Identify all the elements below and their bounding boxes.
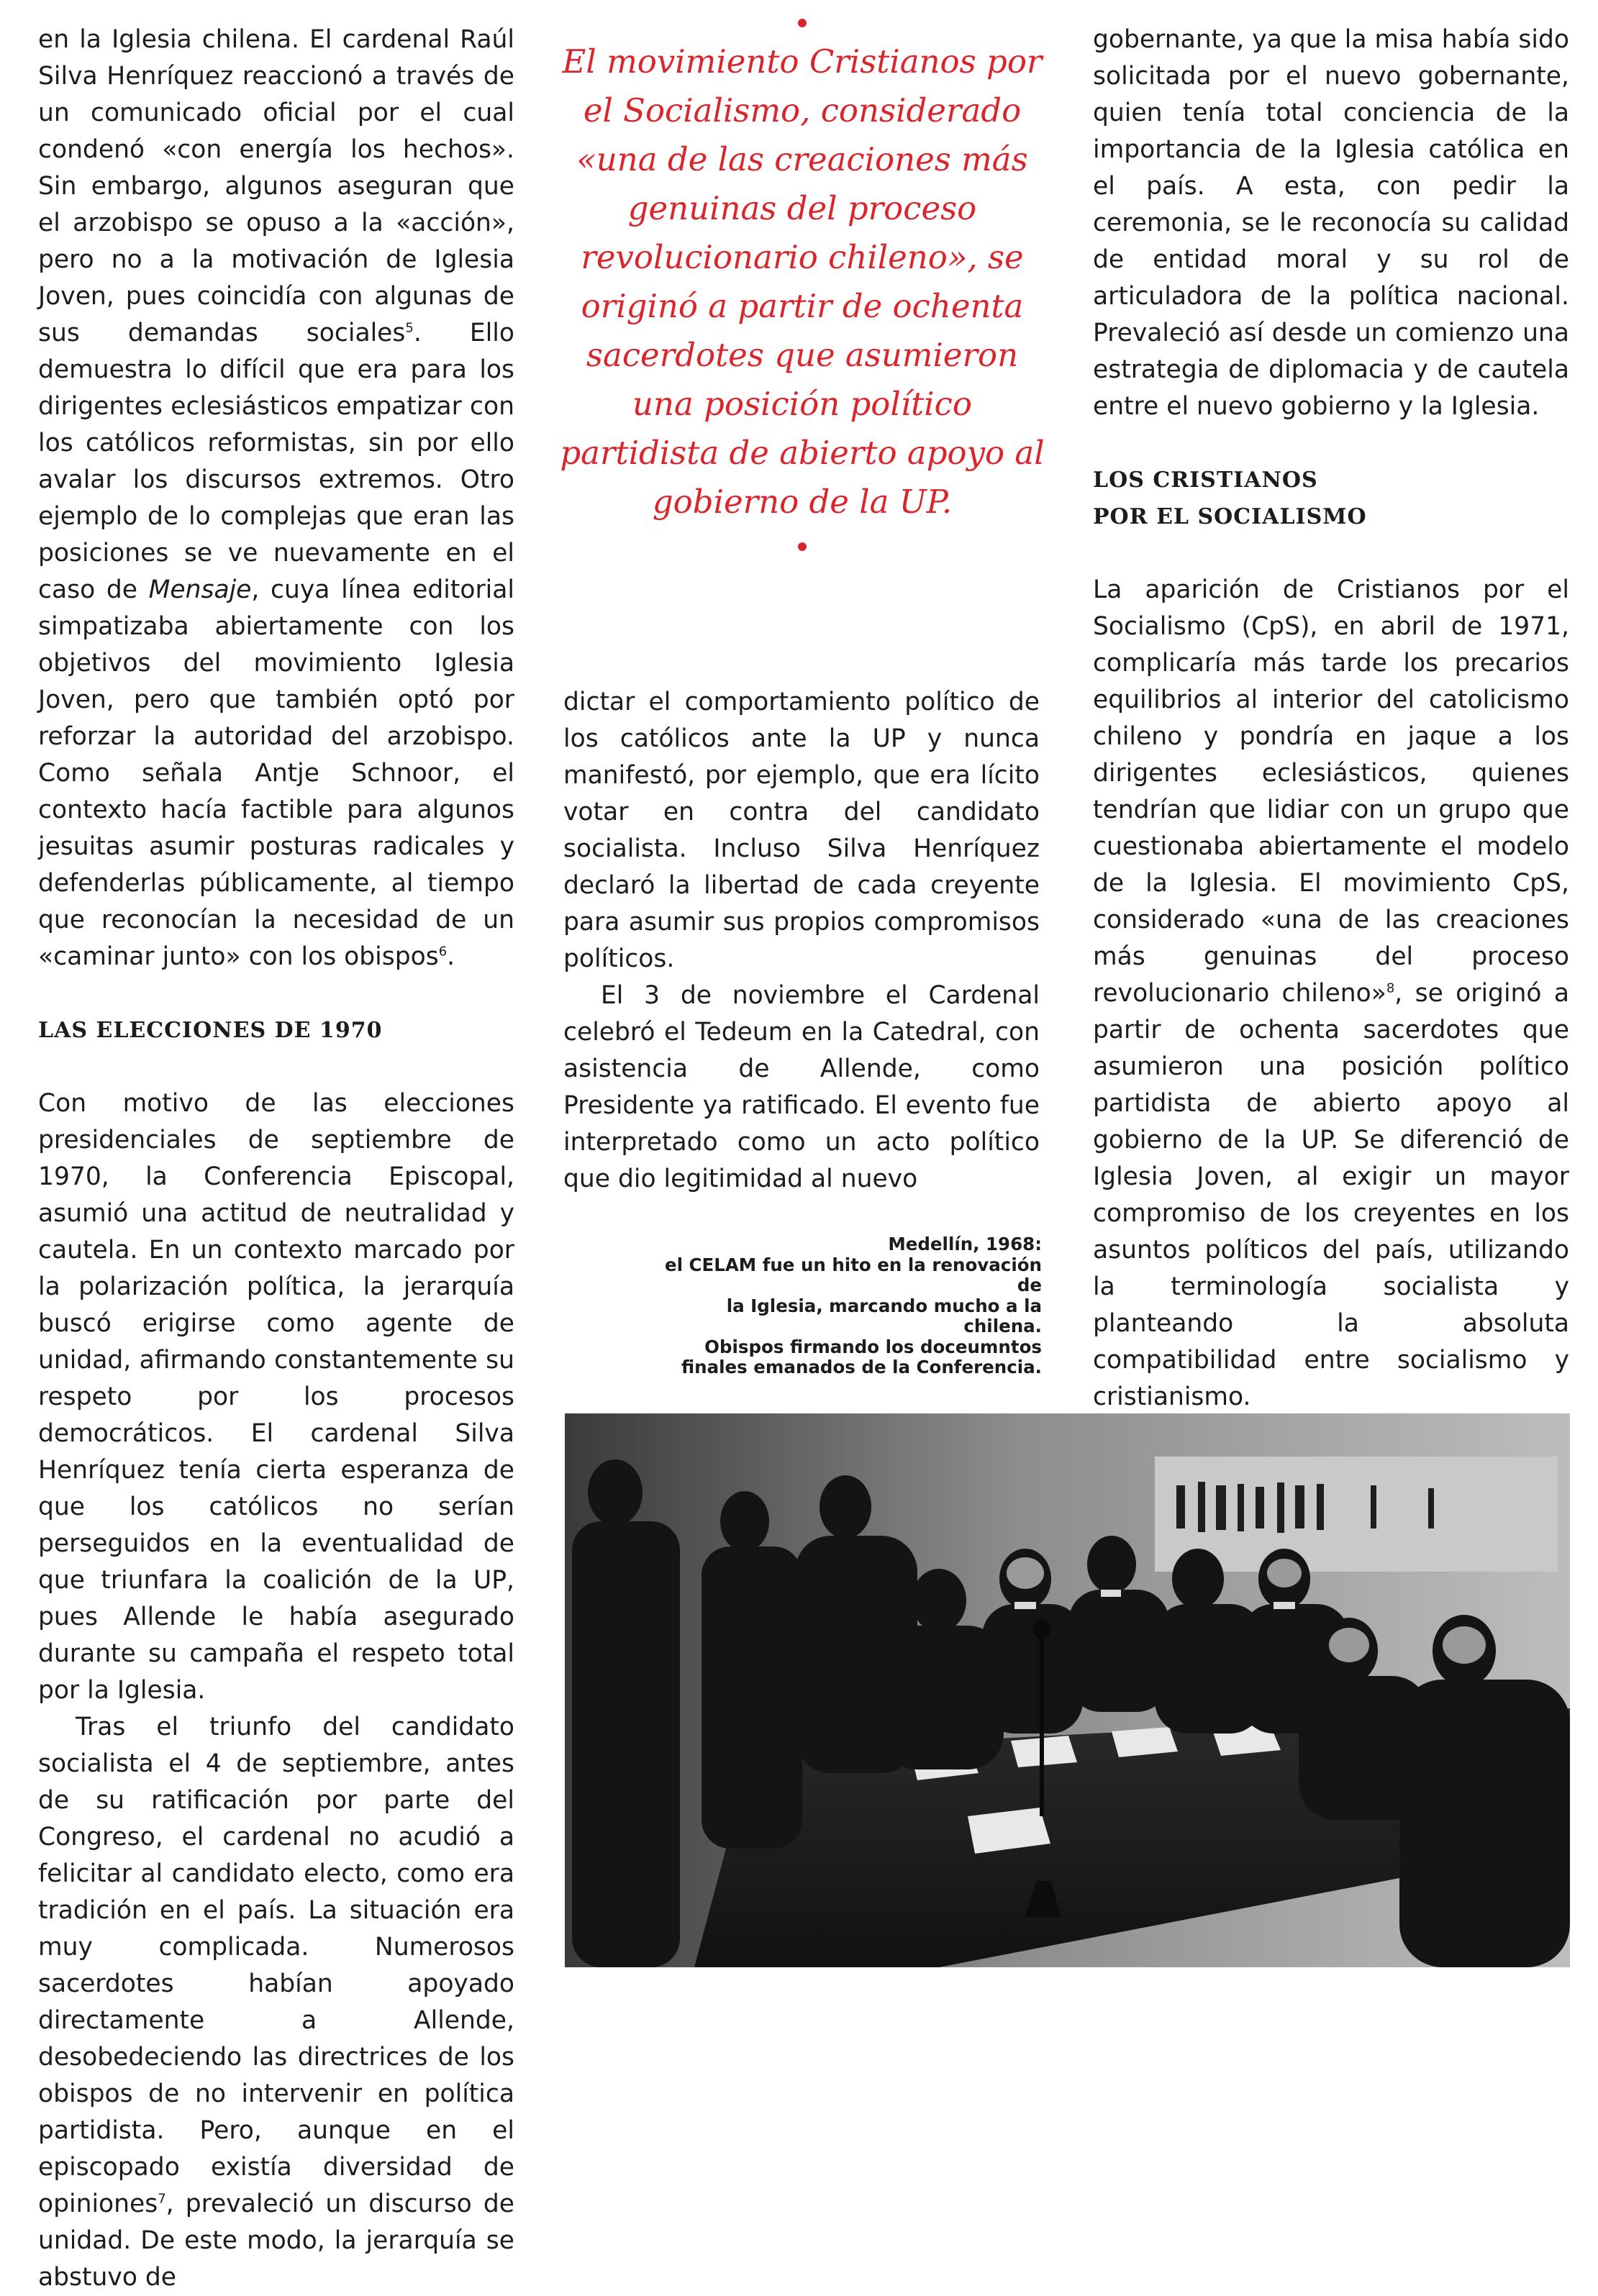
mensaje-title: Mensaje [148, 575, 252, 604]
middle-paragraph-1: dictar el comportamiento político de los católicos ante la UP y nunca manifestó, por ejemplo, que era lícito votar en contra del candidato socialista. Incluso Silva Henríquez declaró la libertad de cada creyente para asumir sus propios compromisos políticos. [563, 688, 1040, 973]
section-heading-cristianos: LOS CRISTIANOS POR EL SOCIALISMO [1093, 468, 1367, 529]
middle-column [563, 684, 1040, 1198]
right-column [1093, 22, 1569, 1599]
right-paragraph-2: La aparición de Cristianos por el Socialismo (CpS), en abril de 1971, complicaría más tarde los precarios equilibrios al interior del catolicismo chileno y pondría en jaque a los dirigentes eclesiásticos, quienes tendrían que lidiar con un grupo que cuestionaba abiertamente el modelo de la Iglesia. El movimiento CpS, considerado «una de las creaciones más genuinas del proceso revolucionario chileno»$^8$, se originó a partir de ochenta sacerdotes que asumieron una posición político partidista de abierto apoyo al gobierno de la UP. Se diferenció de Iglesia Joven, al exigir un mayor compromiso de los creyentes en los asuntos políticos del país, utilizando la terminología socialista y planteando la absoluta compatibilidad entre socialismo y cristianismo. [1093, 575, 1569, 1411]
left-paragraph-2: Con motivo de las elecciones presidenciales de septiembre de 1970, la Conferencia Episcopal, asumió una actitud de neutralidad y cautela. En un contexto marcado por la polarización política, la jerarquía buscó erigirse como agente de unidad, afirmando constantemente su respeto por los procesos democráticos. El cardenal Silva Henríquez tenía cierta esperanza de que los católicos no serían perseguidos en la eventualidad de que triunfara la coalición de la UP, pues Allende le había asegurado durante su campaña el respeto total por la Iglesia. [38, 1089, 514, 1705]
footnote-5[interactable]: 5 [405, 320, 414, 336]
section-heading-elecciones: LAS ELECCIONES DE 1970 [38, 1018, 383, 1043]
pull-quote-dot-icon [798, 19, 807, 27]
footnote-6[interactable]: 6 [438, 944, 448, 960]
left-paragraph-1: en la Iglesia chilena. El cardenal Raúl Silva Henríquez reaccionó a través de un comunicado oficial por el cual condenó «con energía los hechos». Sin embargo, algunos aseguran que el arzobispo se opuso a la «acción», pero no a la motivación de Iglesia Joven, pues coincidía con algunas de sus demandas sociales$^5$. Ello demuestra lo difícil que era para los dirigentes eclesiásticos empatizar con los católicos reformistas, sin por ello avalar los discursos extremos. Otro ejemplo de lo complejas que eran las posiciones se ve nuevamente en el caso de Mensaje, cuya línea editorial simpatizaba abiertamente con los objetivos del movimiento Iglesia Joven, pero que también optó por reforzar la autoridad del arzobispo. Como señala Antje Schnoor, el contexto hacía factible para algunos jesuitas asumir posturas radicales y defenderlas públicamente, al tiempo que reconocían la necesidad de un «caminar junto» con los obispos$^6$. [38, 25, 514, 971]
footnote-8[interactable]: 8 [1386, 980, 1395, 996]
footnote-7[interactable]: 7 [158, 2191, 166, 2207]
pull-quote-dot-icon [798, 542, 807, 551]
middle-paragraph-2: El 3 de noviembre el Cardenal celebró el Tedeum en la Catedral, con asistencia de Allende, como Presidente ya ratificado. El evento fue interpretado como un acto político que dio legitimidad al nuevo [563, 981, 1040, 1193]
left-column [38, 22, 514, 2296]
right-paragraph-1: gobernante, ya que la misa había sido solicitada por el nuevo gobernante, quien tenía total conciencia de la importancia de la Iglesia católica en el país. A esta, con pedir la ceremonia, se le reconocía su calidad de entidad moral y su rol de articuladora de la política nacional. Prevaleció así desde un comienzo una estrategia de diplomacia y de cautela entre el nuevo gobierno y la Iglesia. [1093, 25, 1569, 421]
photo-caption: Medellín, 1968: el CELAM fue un hito en la renovación de la Iglesia, marcando mucho a la chilena. Obispos firmando los doceumntos finales emanados de la Conferencia. [664, 1234, 1042, 1377]
pull-quote [558, 19, 1047, 551]
medellin-1968-photo [565, 1413, 1570, 1967]
pull-quote-text: El movimiento Cristianos por el Socialismo, considerado «una de las creaciones más genuinas del proceso revolucionario chileno», se originó a partir de ochenta sacerdotes que asumieron una posición político partidista de abierto apoyo al gobierno de la UP. [560, 42, 1045, 521]
left-paragraph-3: Tras el triunfo del candidato socialista el 4 de septiembre, antes de su ratificación por parte del Congreso, el cardenal no acudió a felicitar al candidato electo, como era tradición en el país. La situación era muy complicada. Numerosos sacerdotes habían apoyado directamente a Allende, desobedeciendo las directrices de los obispos de no intervenir en política partidista. Pero, aunque en el episcopado existía diversidad de opiniones$^7$, prevaleció un discurso de unidad. De este modo, la jerarquía se abstuvo de [38, 1713, 514, 2292]
